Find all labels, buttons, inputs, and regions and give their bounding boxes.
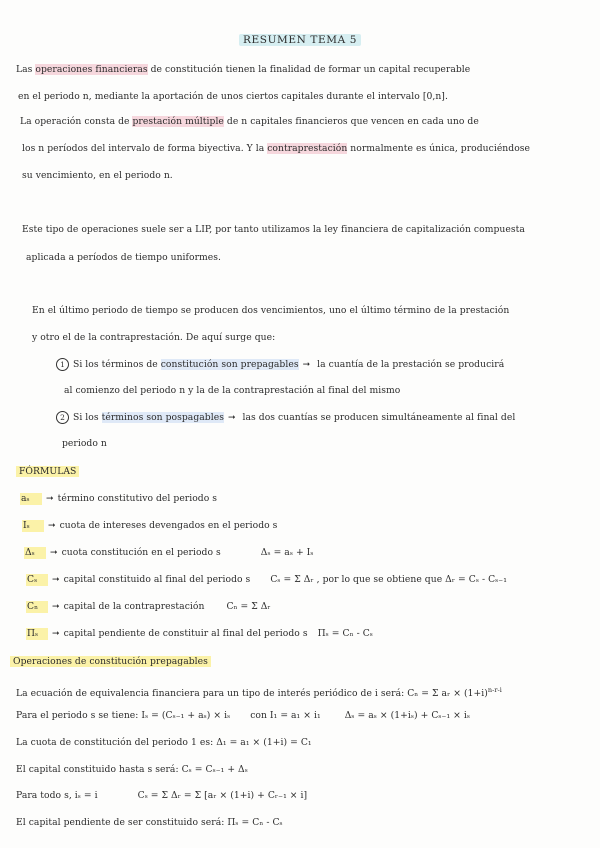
formula-row: Δₛ ➞ cuota constitución en el periodo s Δₛ = aₛ + Iₛ bbox=[25, 547, 314, 558]
arrow-icon: ➞ bbox=[227, 413, 236, 423]
prepagables-heading: Operaciones de constitución prepagables bbox=[10, 656, 211, 668]
formula-row: Πₛ ➞ capital pendiente de constituir al final del periodo s Πₛ = Cₙ - Cₛ bbox=[27, 628, 373, 639]
formulas-heading: FÓRMULAS bbox=[16, 466, 79, 478]
para2-line-2: aplicada a períodos de tiempo uniformes. bbox=[26, 252, 221, 263]
arrow-icon: ➞ bbox=[52, 575, 60, 585]
arrow-icon: ➞ bbox=[52, 602, 60, 612]
formula-row: aₛ ➞ término constitutivo del periodo s bbox=[21, 493, 218, 504]
arrow-icon: ➞ bbox=[50, 548, 58, 558]
intro-line-4: los n períodos del intervalo de forma biyectiva. Y la contraprestación normalmente es única, produciéndose bbox=[22, 143, 531, 154]
intro-line-3: La operación consta de prestación múltiple de n capitales financieros que vencen en cada uno de bbox=[20, 116, 479, 127]
para3-line-1: En el último periodo de tiempo se producen dos vencimientos, uno el último término de la prestación bbox=[32, 305, 510, 316]
para2-line-1: Este tipo de operaciones suele ser a LIP, por tanto utilizamos la ley financiera de capitalización compuesta bbox=[22, 224, 525, 235]
prepagables-line-3: La cuota de constitución del periodo 1 es: Δ₁ = a₁ × (1+i) = C₁ bbox=[16, 737, 312, 748]
para3-line-2: y otro el de la contraprestación. De aquí surge que: bbox=[32, 332, 276, 343]
prepagables-line-1: La ecuación de equivalencia financiera para un tipo de interés periódico de i será: Cₙ = Σ aᵣ × $(1+i)^{n-r-i}$ bbox=[16, 686, 502, 700]
intro-line-5: su vencimiento, en el periodo n. bbox=[22, 170, 173, 181]
prepagables-line-6: El capital pendiente de ser constituido será: Πₛ = Cₙ - Cₛ bbox=[16, 817, 283, 828]
list-item-1-line-2: al comienzo del periodo n y la de la contraprestación al final del mismo bbox=[64, 385, 401, 396]
arrow-icon: ➞ bbox=[46, 494, 54, 504]
prepagables-line-5: Para todo s, iₛ = i Cₛ = Σ Δᵣ = Σ [aᵣ × (1+i) + Cᵣ₋₁ × i] bbox=[16, 790, 308, 801]
list-item-2: 2 Si los términos son pospagables ➞ las dos cuantías se producen simultáneamente al final del bbox=[56, 411, 515, 424]
prepagables-line-4: El capital constituido hasta s será: Cₛ = Cₛ₋₁ + Δₛ bbox=[16, 764, 248, 775]
list-item-2-line-2: periodo n bbox=[62, 438, 107, 449]
arrow-icon: ➞ bbox=[302, 360, 311, 370]
intro-line-1: Las operaciones financieras de constitución tienen la finalidad de formar un capital recuperable bbox=[16, 64, 471, 75]
formula-row: Cₛ ➞ capital constituido al final del periodo s Cₛ = Σ Δᵣ , por lo que se obtiene que Δᵣ = Cₛ - Cₛ₋₁ bbox=[27, 574, 507, 585]
number-one-badge: 1 bbox=[56, 358, 69, 371]
list-item-1: 1 Si los términos de constitución son prepagables ➞ la cuantía de la prestación se producirá bbox=[56, 358, 504, 371]
intro-line-2: en el periodo n, mediante la aportación de unos ciertos capitales durante el intervalo [0,n]. bbox=[18, 91, 448, 102]
formula-row: Cₙ ➞ capital de la contraprestación Cₙ = Σ Δᵣ bbox=[27, 601, 271, 612]
number-two-badge: 2 bbox=[56, 411, 69, 424]
arrow-icon: ➞ bbox=[48, 521, 56, 531]
formula-row: Iₛ ➞ cuota de intereses devengados en el periodo s bbox=[23, 520, 278, 531]
prepagables-line-2: Para el periodo s se tiene: Iₛ = (Cₛ₋₁ + aₛ) × iₛ con I₁ = a₁ × i₁ Δₛ = aₛ × (1+iₛ) + Cₛ₋₁ × iₛ bbox=[16, 710, 471, 721]
page-title: RESUMEN TEMA 5 bbox=[0, 34, 600, 46]
arrow-icon: ➞ bbox=[52, 629, 60, 639]
